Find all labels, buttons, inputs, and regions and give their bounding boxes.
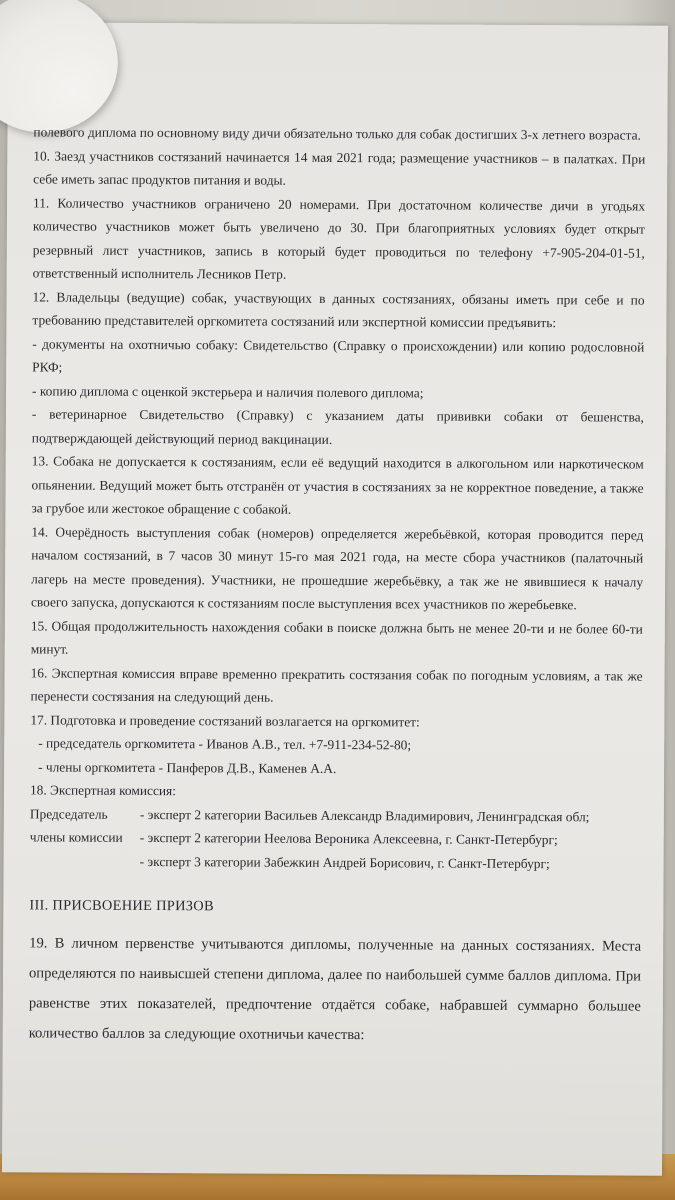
clause-14: 14. Очерёдность выступления собак (номеров) определяется жеребьёвкой, которая проводится перед началом состязаний, в 7 часов 30 минут 15-го мая 2021 года, на месте сбора участников (палаточный лагерь на месте проведения). Участники, не прошедшие жеребьёвку, а так же не явившиеся к началу своего запуска, допускаются к состязаниям после выступления всех участников по жеребьевке. — [30, 523, 644, 613]
commission-chair-label: Председатель — [29, 805, 108, 822]
clause-15: 15. Общая продолжительность нахождения собаки в поиске должна быть не менее 20-ти и не более 60-ти минут. — [30, 617, 643, 657]
clause-12: 12. Владельцы (ведущие) собак, участвующих в данных состязаниях, обязаны иметь при себе и по требованию представителей оргкомитета состязаний или экспертной комиссии предъявить: — [32, 288, 645, 331]
document-page — [2, 22, 668, 1175]
expert-commission-list — [30, 802, 642, 876]
clause-12-item-vet: - ветеринарное Свидетельство (Справку) с указанием даты прививки собаки от бешенства, подтверждающей действующий период вакцинации. — [31, 406, 644, 447]
clause-17-chairman: - председатель оргкомитета - Иванов А.В., тел. +7-911-234-52-80; — [38, 735, 412, 753]
clause-17-members: - члены оргкомитета - Панферов Д.В., Каменев А.А. — [38, 758, 337, 776]
commission-member-2: - эксперт 3 категории Забежкин Андрей Борисович, г. Санкт-Петербург; — [139, 853, 550, 871]
document-body — [29, 120, 646, 1051]
clause-19: 19. В личном первенстве учитываются дипломы, полученные на данных состязаниях. Места определяются по наивысшей степени диплома, далее по наибольшей сумме баллов диплома. При равенстве этих показателей, предпочтение отдаётся собаке, набравшей суммарно большее количество баллов за следующие охотничьи качества: — [28, 934, 642, 1043]
clause-10: 10. Заезд участников состязаний начинается 14 мая 2021 года; размещение участников – в палатках. При себе иметь запас продуктов питания и воды. — [33, 147, 646, 188]
curled-paper-corner — [0, 0, 118, 133]
clause-9-continuation: полевого диплома по основному виду дичи обязательно только для собак достигших 3-х летнего возраста. — [33, 124, 641, 143]
clause-17: 17. Подготовка и проведение состязаний возлагается на оргкомитет: — [30, 711, 420, 729]
clause-12-item-diploma: - копию диплома с оценкой экстерьера и наличия полевого диплома; — [32, 382, 424, 400]
clause-18: 18. Экспертная комиссия: — [29, 782, 177, 799]
clause-13: 13. Собака не допускается к состязаниям, если её ведущий находится в алкогольном или наркотическом опьянении. Ведущий может быть отстранён от участия в состязаниях за не корректное поведение, а также за грубое или жестокое обращение с собакой. — [31, 453, 644, 517]
clause-11: 11. Количество участников ограничено 20 номерами. При достаточном количестве дичи в угодьях количество участников может быть увеличено до 30. При благоприятных условиях будет открыт резервный лист участников, запись в который будет проводиться по телефону +7-905-204-01-51, ответственный исполнитель Лесников Петр. — [32, 194, 646, 282]
clause-16: 16. Экспертная комиссия вправе временно прекратить состязания собак по погодным условиям, а так же перенести состязания на следующий день. — [30, 664, 643, 705]
commission-members-label: члены комиссии — [29, 829, 123, 845]
commission-member-1: - эксперт 2 категории Неелова Вероника Алексеевна, г. Санкт-Петербург; — [139, 829, 558, 848]
clause-12-item-documents: - документы на охотничью собаку: Свидетельство (Справку о происхождении) или копию родословной РКФ; — [32, 335, 645, 375]
section-title-prizes: III. ПРИСВОЕНИЕ ПРИЗОВ — [29, 897, 214, 915]
commission-chair: - эксперт 2 категории Васильев Александр Владимирович, Ленинградская обл; — [139, 806, 590, 824]
